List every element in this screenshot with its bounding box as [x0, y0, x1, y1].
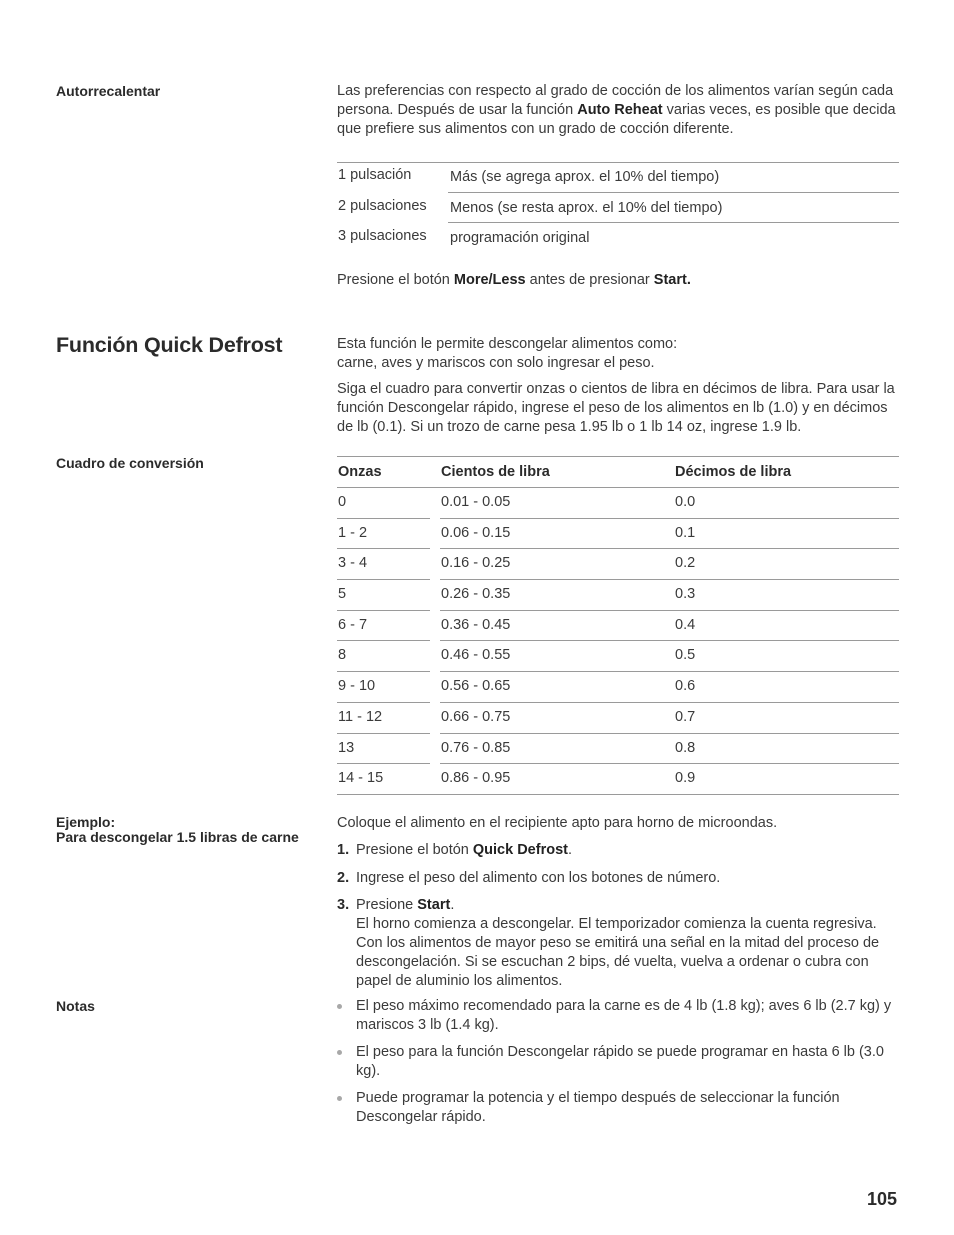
autoreheat-intro: Las preferencias con respecto al grado de cocción de los alimentos varían según cada persona. Después de usar la función Auto Reheat varias veces, es posible que decida que prefiere sus alimentos con un grado de cocción diferente. [337, 83, 896, 137]
table-row: 5 0.26 - 0.35 0.3 [337, 580, 899, 611]
autoreheat-table [337, 162, 899, 254]
section-title: Función Quick Defrost [56, 333, 283, 357]
example-intro: Coloque el alimento en el recipiente apto para horno de microondas. [337, 815, 778, 831]
page-number: 105 [866, 1189, 897, 1209]
table-row: 11 - 12 0.66 - 0.75 0.7 [337, 703, 899, 734]
more-less-instruction: Presione el botón More/Less antes de presionar Start. [337, 272, 691, 288]
table-row: 9 - 10 0.56 - 0.65 0.6 [337, 672, 899, 703]
bullet-icon [337, 1004, 342, 1009]
example-label: Ejemplo: Para descongelar 1.5 libras de carne [56, 814, 299, 845]
table-row: 1 pulsación Más (se agrega aprox. el 10% del tiempo) [337, 162, 899, 193]
conversion-label: Cuadro de conversión [56, 455, 204, 471]
table-row: 13 0.76 - 0.85 0.8 [337, 734, 899, 765]
quick-defrost-instructions: Siga el cuadro para convertir onzas o cientos de libra en décimos de libra. Para usar la función Descongelar rápido, ingrese el peso de los alimentos en lb (1.0) y en décimos de lb (0.1). Si un trozo de carne pesa 1.95 lb o 1 lb 14 oz, ingrese 1.9 lb. [337, 381, 895, 435]
table-row: 6 - 7 0.36 - 0.45 0.4 [337, 611, 899, 642]
table-row: 0 0.01 - 0.05 0.0 [337, 488, 899, 519]
table-row: 14 - 15 0.86 - 0.95 0.9 [337, 764, 899, 795]
notes-label: Notas [56, 998, 95, 1014]
table-row: 8 0.46 - 0.55 0.5 [337, 641, 899, 672]
table-row: 3 - 4 0.16 - 0.25 0.2 [337, 549, 899, 580]
table-row: 1 - 2 0.06 - 0.15 0.1 [337, 519, 899, 550]
quick-defrost-intro: Esta función le permite descongelar alimentos como: carne, aves y mariscos con solo ingresar el peso. [337, 336, 678, 371]
table-row: 3 pulsaciones programación original [338, 228, 590, 247]
table-row: 2 pulsaciones Menos (se resta aprox. el 10% del tiempo) [337, 193, 899, 224]
autoreheat-label: Autorrecalentar [56, 83, 161, 99]
bullet-icon [337, 1050, 342, 1055]
conversion-table [337, 456, 899, 795]
bullet-icon [337, 1096, 342, 1101]
table-header: Onzas Cientos de libra Décimos de libra [337, 456, 899, 488]
